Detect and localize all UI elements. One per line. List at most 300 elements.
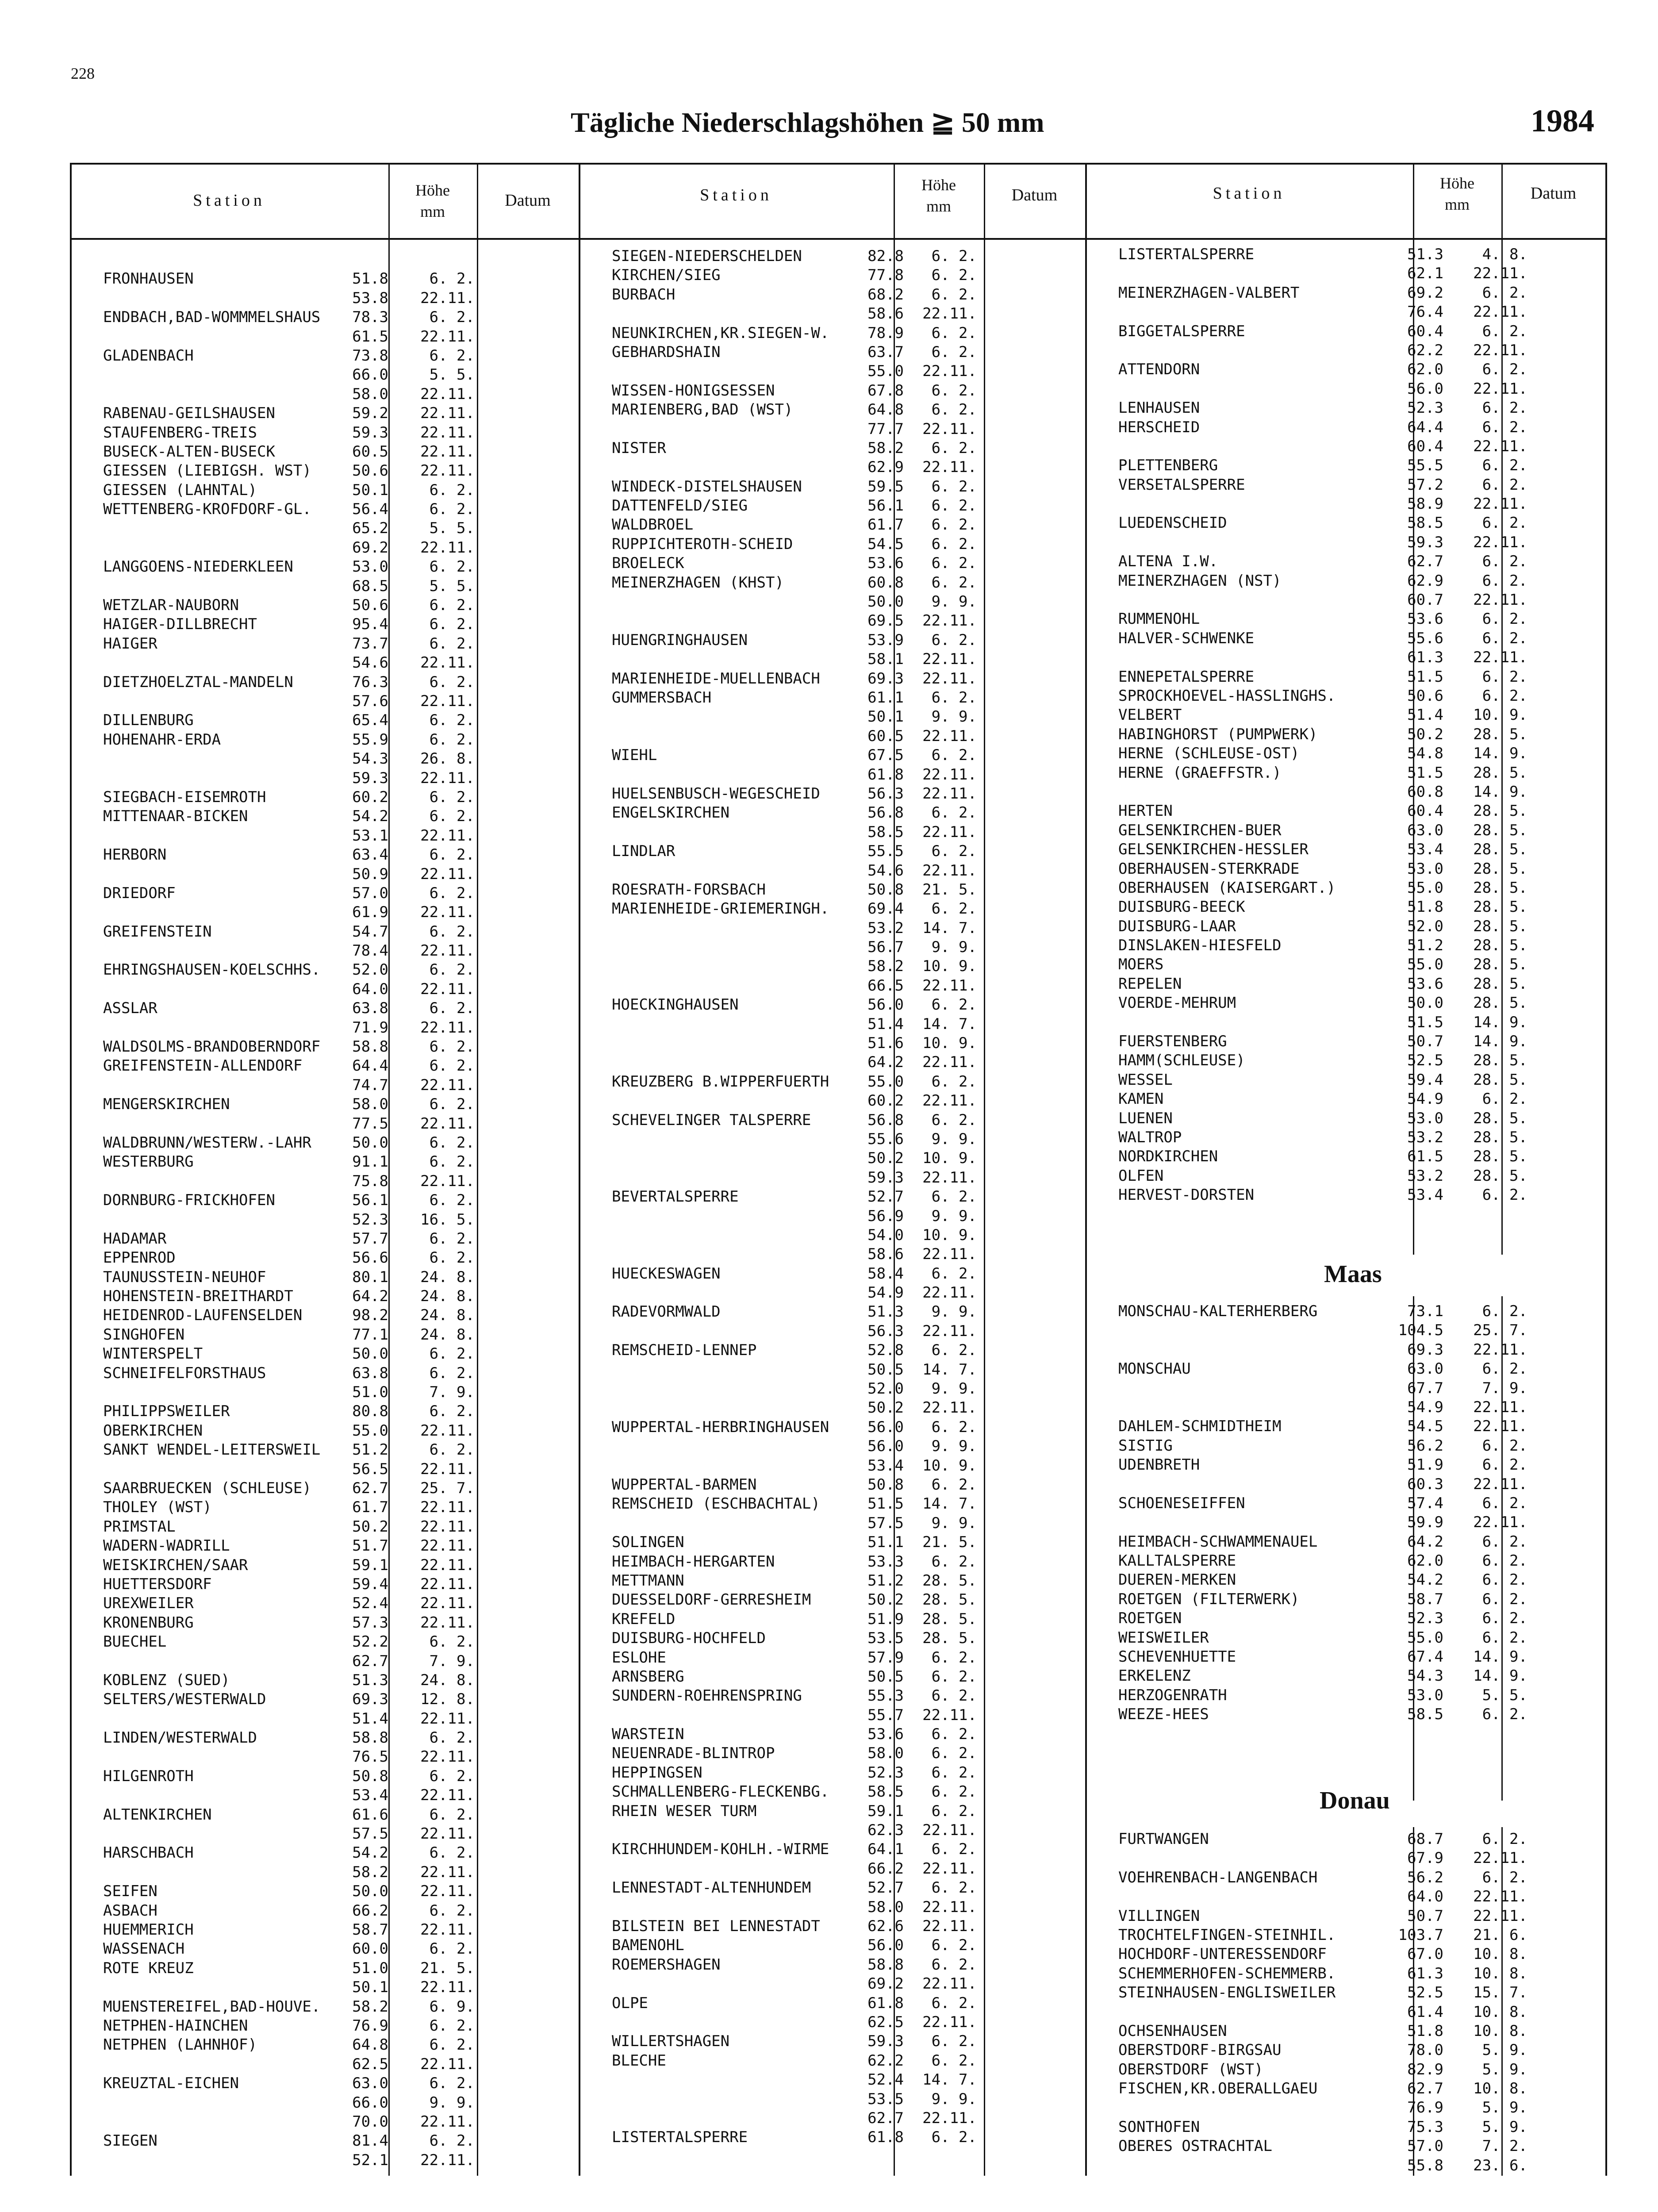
datum-value: 10. 8. bbox=[1473, 1945, 1528, 1963]
station-name: HAIGER-DILLBRECHT bbox=[103, 615, 257, 634]
station-name: OBERKIRCHEN bbox=[103, 1421, 203, 1440]
datum-value: 6. 2. bbox=[429, 1729, 475, 1747]
hoehe-value: 57.5 bbox=[867, 1514, 904, 1532]
datum-value: 22.11. bbox=[922, 1706, 977, 1724]
station-name: LISTERTALSPERRE bbox=[1118, 246, 1255, 263]
datum-value: 22.11. bbox=[1473, 1340, 1528, 1359]
precipitation-table bbox=[70, 163, 1607, 2176]
datum-value: 22.11. bbox=[922, 458, 977, 476]
table-row bbox=[579, 554, 1085, 573]
datum-value: 24. 8. bbox=[420, 1325, 475, 1344]
table-row bbox=[1085, 1417, 1605, 1436]
datum-value: 6. 2. bbox=[429, 846, 475, 864]
hoehe-value: 61.1 bbox=[867, 688, 904, 707]
datum-value: 6. 2. bbox=[429, 481, 475, 499]
table-row bbox=[579, 611, 1085, 630]
station-name: SUNDERN-ROEHRENSPRING bbox=[612, 1687, 802, 1705]
hoehe-value: 50.0 bbox=[352, 1882, 388, 1901]
table-row bbox=[579, 592, 1085, 611]
station-name: KIRCHEN/SIEG bbox=[612, 266, 721, 284]
hoehe-value: 60.5 bbox=[867, 727, 904, 745]
table-row bbox=[1085, 1090, 1605, 1109]
datum-value: 22.11. bbox=[922, 861, 977, 879]
station-name: GREIFENSTEIN-ALLENDORF bbox=[103, 1057, 303, 1075]
datum-value: 22.11. bbox=[420, 289, 475, 307]
table-row bbox=[579, 1360, 1085, 1379]
table-row bbox=[1085, 1849, 1605, 1868]
datum-value: 6. 2. bbox=[931, 324, 977, 342]
table-row bbox=[1085, 1186, 1605, 1205]
table-row bbox=[579, 1187, 1085, 1206]
table-row bbox=[1085, 514, 1605, 533]
station-name: LUEDENSCHEID bbox=[1118, 514, 1227, 532]
hoehe-value: 63.4 bbox=[352, 846, 388, 864]
station-name: ROEMERSHAGEN bbox=[612, 1955, 721, 1974]
table-row bbox=[1085, 1494, 1605, 1513]
page-number: 228 bbox=[71, 65, 95, 82]
station-name: MEINERZHAGEN-VALBERT bbox=[1118, 284, 1300, 302]
datum-value: 28. 5. bbox=[922, 1629, 977, 1647]
table-row bbox=[579, 477, 1085, 496]
datum-value: 22.11. bbox=[922, 976, 977, 995]
hoehe-value: 52.3 bbox=[867, 1763, 904, 1782]
datum-value: 6. 2. bbox=[931, 554, 977, 572]
hoehe-value: 50.9 bbox=[352, 865, 388, 883]
table-row bbox=[70, 749, 579, 768]
datum-value: 22.11. bbox=[922, 1898, 977, 1916]
hoehe-value: 58.7 bbox=[1407, 1590, 1443, 1608]
hoehe-value: 52.5 bbox=[1407, 1984, 1443, 2002]
datum-value: 6. 2. bbox=[429, 711, 475, 730]
table-row bbox=[70, 385, 579, 404]
datum-value: 9. 9. bbox=[931, 1303, 977, 1321]
hoehe-value: 73.8 bbox=[352, 346, 388, 365]
datum-value: 22.11. bbox=[1473, 1888, 1528, 1906]
station-name: SCHEMMERHOFEN-SCHEMMERB. bbox=[1118, 1964, 1336, 1982]
table-row bbox=[1085, 476, 1605, 495]
table-row bbox=[579, 765, 1085, 784]
table-row bbox=[1085, 1628, 1605, 1647]
table-row bbox=[1085, 2079, 1605, 2098]
hoehe-value: 59.3 bbox=[867, 2032, 904, 2051]
hoehe-value: 60.8 bbox=[867, 573, 904, 591]
station-name: BUECHEL bbox=[103, 1633, 167, 1651]
station-name: GIESSEN (LAHNTAL) bbox=[103, 481, 257, 499]
table-row bbox=[70, 1364, 579, 1383]
station-name: WETTENBERG-KROFDORF-GL. bbox=[103, 500, 311, 518]
station-name: ERKELENZ bbox=[1118, 1667, 1191, 1685]
station-name: REMSCHEID-LENNEP bbox=[612, 1341, 757, 1359]
datum-value: 6. 2. bbox=[931, 746, 977, 764]
table-row bbox=[70, 903, 579, 922]
table-row bbox=[579, 1053, 1085, 1072]
datum-value: 14. 7. bbox=[922, 1495, 977, 1513]
hoehe-value: 62.9 bbox=[867, 458, 904, 476]
datum-value: 22.11. bbox=[1473, 1417, 1528, 1436]
datum-value: 6. 2. bbox=[1482, 1494, 1528, 1512]
datum-value: 22.11. bbox=[420, 442, 475, 461]
datum-value: 6. 2. bbox=[429, 1229, 475, 1248]
datum-value: 10. 9. bbox=[1473, 706, 1528, 724]
hoehe-value: 56.8 bbox=[867, 1111, 904, 1129]
table-row bbox=[1085, 1071, 1605, 1090]
hoehe-value: 68.2 bbox=[867, 285, 904, 303]
datum-value: 6. 2. bbox=[931, 1648, 977, 1667]
table-row bbox=[579, 1706, 1085, 1725]
hoehe-value: 59.4 bbox=[1407, 1071, 1443, 1089]
station-name: RUPPICHTEROTH-SCHEID bbox=[612, 535, 793, 553]
datum-value: 6. 2. bbox=[1482, 418, 1528, 436]
hoehe-value: 50.2 bbox=[867, 1149, 904, 1167]
table-row bbox=[70, 596, 579, 615]
datum-value: 5. 9. bbox=[1482, 2118, 1528, 2136]
station-name: HAIGER bbox=[103, 634, 157, 653]
datum-value: 28. 5. bbox=[1473, 821, 1528, 839]
table-row bbox=[70, 1498, 579, 1517]
table-row bbox=[579, 1226, 1085, 1245]
station-name: WESTERBURG bbox=[103, 1153, 194, 1171]
table-row bbox=[70, 1018, 579, 1037]
hoehe-value: 50.0 bbox=[352, 1133, 388, 1152]
table-row bbox=[579, 573, 1085, 592]
table-row bbox=[1085, 668, 1605, 687]
station-name: HERZOGENRATH bbox=[1118, 1686, 1227, 1704]
hoehe-value: 81.4 bbox=[352, 2132, 388, 2150]
station-name: ENNEPETALSPERRE bbox=[1118, 668, 1255, 686]
station-name: KOBLENZ (SUED) bbox=[103, 1671, 230, 1689]
table-row bbox=[579, 324, 1085, 343]
station-name: HALVER-SCHWENKE bbox=[1118, 629, 1255, 647]
station-name: LISTERTALSPERRE bbox=[612, 2128, 748, 2147]
datum-value: 22.11. bbox=[420, 903, 475, 922]
datum-value: 22.11. bbox=[922, 362, 977, 380]
header-hoehe-label: Höhe bbox=[1440, 174, 1474, 192]
datum-value: 14. 7. bbox=[922, 1015, 977, 1033]
table-row bbox=[1085, 2137, 1605, 2156]
datum-value: 22.11. bbox=[1473, 1513, 1528, 1532]
datum-value: 6. 2. bbox=[1482, 1186, 1528, 1204]
table-row bbox=[1085, 322, 1605, 341]
station-name: KRONENBURG bbox=[103, 1613, 194, 1632]
station-name: OBERSTDORF-BIRGSAU bbox=[1118, 2041, 1282, 2059]
datum-value: 22.11. bbox=[420, 1421, 475, 1440]
datum-value: 22.11. bbox=[420, 1709, 475, 1728]
hoehe-value: 58.6 bbox=[867, 1245, 904, 1263]
hoehe-value: 71.9 bbox=[352, 1018, 388, 1037]
datum-value: 6. 2. bbox=[1482, 687, 1528, 705]
table-row bbox=[70, 826, 579, 845]
station-name: WINDECK-DISTELSHAUSEN bbox=[612, 477, 802, 495]
hoehe-value: 55.0 bbox=[1407, 879, 1443, 897]
table-row bbox=[579, 1418, 1085, 1437]
hoehe-value: 58.1 bbox=[867, 650, 904, 668]
datum-value: 22.11. bbox=[922, 1053, 977, 1071]
datum-value: 22.11. bbox=[420, 769, 475, 787]
station-name: ROESRATH-FORSBACH bbox=[612, 880, 766, 899]
hoehe-value: 60.3 bbox=[1407, 1475, 1443, 1493]
station-name: GELSENKIRCHEN-BUER bbox=[1118, 821, 1282, 839]
table-row bbox=[579, 1936, 1085, 1955]
station-name: ATTENDORN bbox=[1118, 361, 1200, 379]
station-name: WALDBRUNN/WESTERW.-LAHR bbox=[103, 1133, 311, 1152]
table-row bbox=[70, 884, 579, 903]
table-row bbox=[70, 653, 579, 672]
hoehe-value: 50.8 bbox=[352, 1767, 388, 1785]
table-row bbox=[579, 1974, 1085, 1993]
table-column-1 bbox=[70, 250, 579, 2170]
table-row bbox=[579, 919, 1085, 938]
station-name: ARNSBERG bbox=[612, 1667, 684, 1686]
hoehe-value: 52.3 bbox=[352, 1210, 388, 1229]
datum-value: 6. 2. bbox=[1482, 322, 1528, 340]
hoehe-value: 50.7 bbox=[1407, 1907, 1443, 1925]
datum-value: 6. 2. bbox=[429, 788, 475, 806]
datum-value: 24. 8. bbox=[420, 1306, 475, 1325]
datum-value: 22.11. bbox=[1473, 533, 1528, 551]
datum-value: 22.11. bbox=[922, 784, 977, 803]
datum-value: 23. 6. bbox=[1473, 2156, 1528, 2174]
table-row bbox=[70, 519, 579, 538]
datum-value: 6. 2. bbox=[931, 2032, 977, 2051]
station-name: DORNBURG-FRICKHOFEN bbox=[103, 1191, 275, 1210]
datum-value: 14. 9. bbox=[1473, 1013, 1528, 1031]
datum-value: 6. 2. bbox=[1482, 1360, 1528, 1378]
datum-value: 6. 2. bbox=[1482, 1436, 1528, 1455]
section-heading-donau: Donau bbox=[1320, 1787, 1390, 1814]
table-row bbox=[579, 1878, 1085, 1897]
hoehe-value: 56.0 bbox=[867, 996, 904, 1014]
table-row bbox=[1085, 994, 1605, 1013]
datum-value: 6. 2. bbox=[1482, 572, 1528, 590]
hoehe-value: 51.9 bbox=[1407, 1456, 1443, 1474]
table-row bbox=[579, 1494, 1085, 1513]
datum-value: 5. 9. bbox=[1482, 2060, 1528, 2078]
datum-value: 6. 2. bbox=[1482, 476, 1528, 494]
station-name: STEINHAUSEN-ENGLISWEILER bbox=[1118, 1984, 1336, 2002]
hoehe-value: 67.4 bbox=[1407, 1648, 1443, 1666]
table-row bbox=[70, 2112, 579, 2131]
station-name: KALLTALSPERRE bbox=[1118, 1552, 1236, 1570]
hoehe-value: 52.0 bbox=[1407, 917, 1443, 935]
hoehe-value: 55.0 bbox=[1407, 956, 1443, 974]
table-row bbox=[1085, 879, 1605, 898]
hoehe-value: 58.0 bbox=[867, 1898, 904, 1916]
datum-value: 10. 9. bbox=[922, 1034, 977, 1052]
table-row bbox=[579, 976, 1085, 995]
station-name: RADEVORMWALD bbox=[612, 1303, 721, 1321]
datum-value: 28. 5. bbox=[1473, 1109, 1528, 1127]
hoehe-value: 59.5 bbox=[867, 477, 904, 495]
datum-value: 6. 2. bbox=[429, 1633, 475, 1651]
table-row bbox=[1085, 936, 1605, 955]
hoehe-value: 55.8 bbox=[1407, 2156, 1443, 2174]
hoehe-value: 78.0 bbox=[1407, 2041, 1443, 2059]
hoehe-value: 53.6 bbox=[867, 554, 904, 572]
table-row bbox=[70, 1959, 579, 1978]
hoehe-value: 56.8 bbox=[867, 804, 904, 822]
hoehe-value: 56.0 bbox=[867, 1936, 904, 1955]
station-name: SANKT WENDEL-LEITERSWEIL bbox=[103, 1441, 321, 1459]
datum-value: 9. 9. bbox=[931, 1130, 977, 1148]
station-name: LUENEN bbox=[1118, 1109, 1173, 1127]
station-name: ESLOHE bbox=[612, 1648, 666, 1667]
station-name: GELSENKIRCHEN-HESSLER bbox=[1118, 841, 1309, 859]
datum-value: 5. 5. bbox=[429, 519, 475, 538]
hoehe-value: 54.9 bbox=[867, 1284, 904, 1302]
hoehe-value: 53.4 bbox=[1407, 1186, 1443, 1204]
hoehe-value: 62.6 bbox=[867, 1917, 904, 1935]
datum-value: 22.11. bbox=[922, 2013, 977, 2031]
datum-value: 14. 7. bbox=[922, 2071, 977, 2089]
datum-value: 6. 2. bbox=[429, 558, 475, 576]
datum-value: 28. 5. bbox=[1473, 802, 1528, 820]
datum-value: 28. 5. bbox=[1473, 841, 1528, 859]
table-row bbox=[579, 1994, 1085, 2013]
station-name: EHRINGSHAUSEN-KOELSCHHS. bbox=[103, 961, 321, 979]
hoehe-value: 63.7 bbox=[867, 343, 904, 361]
hoehe-value: 64.4 bbox=[352, 1057, 388, 1075]
table-row bbox=[579, 631, 1085, 650]
table-row bbox=[579, 1264, 1085, 1283]
datum-value: 6. 2. bbox=[429, 308, 475, 326]
datum-value: 6. 2. bbox=[931, 842, 977, 860]
station-name: DUISBURG-BEECK bbox=[1118, 898, 1245, 916]
datum-value: 6. 2. bbox=[1482, 1552, 1528, 1570]
hoehe-value: 53.4 bbox=[867, 1456, 904, 1475]
datum-value: 22.11. bbox=[420, 1920, 475, 1939]
station-name: SIEGBACH-EISEMROTH bbox=[103, 788, 266, 806]
table-row bbox=[579, 2013, 1085, 2032]
station-name: SCHEVELINGER TALSPERRE bbox=[612, 1111, 811, 1129]
table-row bbox=[1085, 303, 1605, 322]
datum-value: 6. 2. bbox=[429, 1767, 475, 1785]
hoehe-value: 52.0 bbox=[867, 1380, 904, 1398]
hoehe-value: 50.7 bbox=[1407, 1033, 1443, 1051]
table-row bbox=[579, 1725, 1085, 1744]
datum-value: 5. 5. bbox=[429, 366, 475, 384]
hoehe-value: 68.7 bbox=[1407, 1830, 1443, 1848]
hoehe-value: 51.5 bbox=[1407, 1013, 1443, 1031]
datum-value: 6. 2. bbox=[1482, 1302, 1528, 1320]
station-name: OCHSENHAUSEN bbox=[1118, 2022, 1227, 2040]
station-name: NETPHEN (LAHNHOF) bbox=[103, 2036, 257, 2054]
station-name: SELTERS/WESTERWALD bbox=[103, 1690, 266, 1709]
datum-value: 6. 2. bbox=[1482, 1628, 1528, 1647]
hoehe-value: 67.8 bbox=[867, 381, 904, 399]
header-hoehe-unit: mm bbox=[420, 203, 445, 220]
hoehe-value: 50.2 bbox=[1407, 725, 1443, 743]
datum-value: 6. 2. bbox=[1482, 284, 1528, 302]
station-name: VOERDE-MEHRUM bbox=[1118, 994, 1236, 1012]
datum-value: 15. 7. bbox=[1473, 1984, 1528, 2002]
table-row bbox=[579, 458, 1085, 477]
hoehe-value: 50.1 bbox=[352, 481, 388, 499]
datum-value: 6. 2. bbox=[931, 1725, 977, 1743]
datum-value: 6. 2. bbox=[429, 730, 475, 749]
header-datum-1: Datum bbox=[505, 191, 551, 210]
hoehe-value: 55.0 bbox=[352, 1421, 388, 1440]
table-row bbox=[70, 941, 579, 960]
table-row bbox=[579, 304, 1085, 323]
station-name: HEIMBACH-SCHWAMMENAUEL bbox=[1118, 1532, 1318, 1551]
hoehe-value: 58.0 bbox=[352, 1095, 388, 1114]
table-row bbox=[70, 269, 579, 288]
datum-value: 9. 9. bbox=[931, 1207, 977, 1225]
hoehe-value: 57.9 bbox=[867, 1648, 904, 1667]
station-name: GLADENBACH bbox=[103, 346, 194, 365]
station-name: VERSETALSPERRE bbox=[1118, 476, 1245, 494]
table-row bbox=[70, 1632, 579, 1651]
hoehe-value: 62.7 bbox=[352, 1479, 388, 1497]
datum-value: 22.11. bbox=[420, 1556, 475, 1574]
datum-value: 6. 2. bbox=[931, 804, 977, 822]
datum-value: 22.11. bbox=[420, 826, 475, 845]
hoehe-value: 62.7 bbox=[1407, 553, 1443, 571]
station-name: SISTIG bbox=[1118, 1436, 1173, 1455]
datum-value: 6. 2. bbox=[429, 1095, 475, 1114]
datum-value: 6. 2. bbox=[931, 477, 977, 495]
hoehe-value: 52.4 bbox=[352, 1594, 388, 1613]
datum-value: 28. 5. bbox=[1473, 917, 1528, 935]
datum-value: 14. 9. bbox=[1473, 1648, 1528, 1666]
table-row bbox=[70, 1056, 579, 1075]
hoehe-value: 58.2 bbox=[352, 1863, 388, 1881]
datum-value: 6. 2. bbox=[429, 1345, 475, 1363]
datum-value: 6. 2. bbox=[429, 1805, 475, 1824]
hoehe-value: 62.2 bbox=[867, 2051, 904, 2070]
station-name: HOCHDORF-UNTERESSENDORF bbox=[1118, 1945, 1327, 1963]
station-name: SINGHOFEN bbox=[103, 1325, 185, 1344]
table-row bbox=[1085, 456, 1605, 475]
datum-value: 6. 2. bbox=[931, 1687, 977, 1705]
table-row bbox=[70, 1901, 579, 1920]
hoehe-value: 77.5 bbox=[352, 1114, 388, 1133]
datum-value: 9. 9. bbox=[931, 1437, 977, 1455]
hoehe-value: 59.2 bbox=[352, 404, 388, 422]
station-name: LENNESTADT-ALTENHUNDEM bbox=[612, 1879, 811, 1897]
datum-value: 6. 2. bbox=[931, 1840, 977, 1859]
table-row bbox=[70, 1575, 579, 1594]
datum-value: 9. 9. bbox=[931, 2090, 977, 2108]
table-row bbox=[70, 461, 579, 480]
table-row bbox=[1085, 629, 1605, 648]
station-name: WISSEN-HONIGSESSEN bbox=[612, 381, 775, 399]
datum-value: 6. 2. bbox=[429, 596, 475, 614]
table-row bbox=[579, 420, 1085, 439]
datum-value: 10. 8. bbox=[1473, 2003, 1528, 2021]
datum-value: 6. 2. bbox=[931, 1111, 977, 1129]
station-name: ROTE KREUZ bbox=[103, 1959, 194, 1977]
station-name: HILGENROTH bbox=[103, 1767, 194, 1785]
table-row bbox=[579, 1571, 1085, 1590]
datum-value: 6. 2. bbox=[429, 1153, 475, 1171]
table-column-2 bbox=[579, 247, 1085, 2147]
datum-value: 22.11. bbox=[420, 1978, 475, 1997]
datum-value: 6. 2. bbox=[1482, 1609, 1528, 1628]
table-row bbox=[579, 707, 1085, 726]
datum-value: 22.11. bbox=[1473, 265, 1528, 283]
table-row bbox=[1085, 1868, 1605, 1887]
table-row bbox=[70, 1287, 579, 1306]
hoehe-value: 63.0 bbox=[1407, 1360, 1443, 1378]
station-name: TAUNUSSTEIN-NEUHOF bbox=[103, 1268, 266, 1286]
hoehe-value: 64.8 bbox=[352, 2036, 388, 2054]
hoehe-value: 60.7 bbox=[1407, 591, 1443, 609]
table-row bbox=[70, 1114, 579, 1133]
hoehe-value: 56.3 bbox=[867, 784, 904, 803]
station-name: MENGERSKIRCHEN bbox=[103, 1095, 230, 1114]
hoehe-value: 61.4 bbox=[1407, 2003, 1443, 2021]
